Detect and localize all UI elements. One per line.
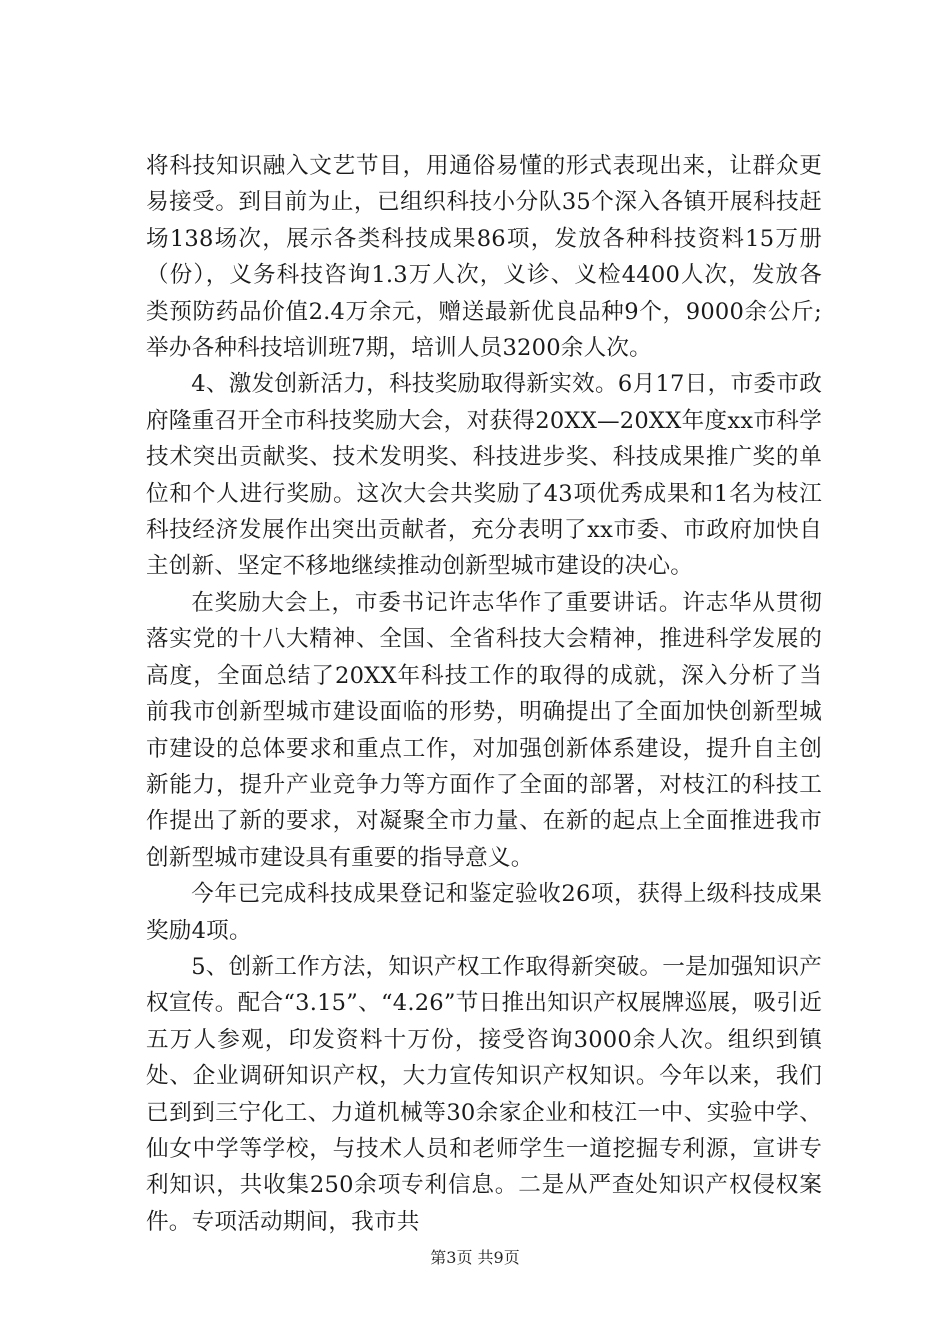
page-number-footer: 第3页 共9页 bbox=[430, 1248, 520, 1267]
paragraph-award-speech: 在奖励大会上，市委书记许志华作了重要讲话。许志华从贯彻落实党的十八大精神、全国、全省科技大会精神，推进科学发展的高度，全面总结了20XX年科技工作的取得的成就，深入分析了当前我市创新型城市建设面临的形势，明确提出了全面加快创新型城市建设的总体要求和重点工作，对加强创新体系建设，提升自主创新能力，提升产业竞争力等方面作了全面的部署，对枝江的科技工作提出了新的要求，对凝聚全市力量、在新的起点上全面推进我市创新型城市建设具有重要的指导意义。 bbox=[146, 589, 822, 871]
paragraph-intellectual-property: 5、创新工作方法，知识产权工作取得新突破。一是加强知识产权宣传。配合“3.15”、“4.26”节日推出知识产权展牌巡展，吸引近五万人参观，印发资料十万份，接受咨询3000余人次。组织到镇处、企业调研知识产权，大力宣传知识产权知识。今年以来，我们已到到三宁化工、力道机械等30余家企业和枝江一中、实验中学、仙女中学等学校，与技术人员和老师学生一道挖掘专利源，宣讲专利知识，共收集250余项专利信息。二是从严查处知识产权侵权案件。专项活动期间，我市共 bbox=[146, 953, 822, 1235]
document-body bbox=[146, 148, 822, 1240]
paragraph-tech-awards: 4、激发创新活力，科技奖励取得新实效。6月17日，市委市政府隆重召开全市科技奖励大会，对获得20XX—20XX年度xx市科学技术突出贡献奖、技术发明奖、科技进步奖、科技成果推广奖的单位和个人进行奖励。这次大会共奖励了43项优秀成果和1名为枝江科技经济发展作出突出贡献者，充分表明了xx市委、市政府加快自主创新、坚定不移地继续推动创新型城市建设的决心。 bbox=[146, 371, 822, 580]
paragraph-continuation: 将科技知识融入文艺节目，用通俗易懂的形式表现出来，让群众更易接受。到目前为止，已组织科技小分队35个深入各镇开展科技赶场138场次，展示各类科技成果86项，发放各种科技资料15万册（份），义务科技咨询1.3万人次，义诊、义检4400人次，发放各类预防药品价值2.4万余元，赠送最新优良品种9个，9000余公斤;举办各种科技培训班7期，培训人员3200余人次。 bbox=[146, 153, 822, 362]
paragraph-achievement-registration: 今年已完成科技成果登记和鉴定验收26项，获得上级科技成果奖励4项。 bbox=[146, 881, 822, 944]
